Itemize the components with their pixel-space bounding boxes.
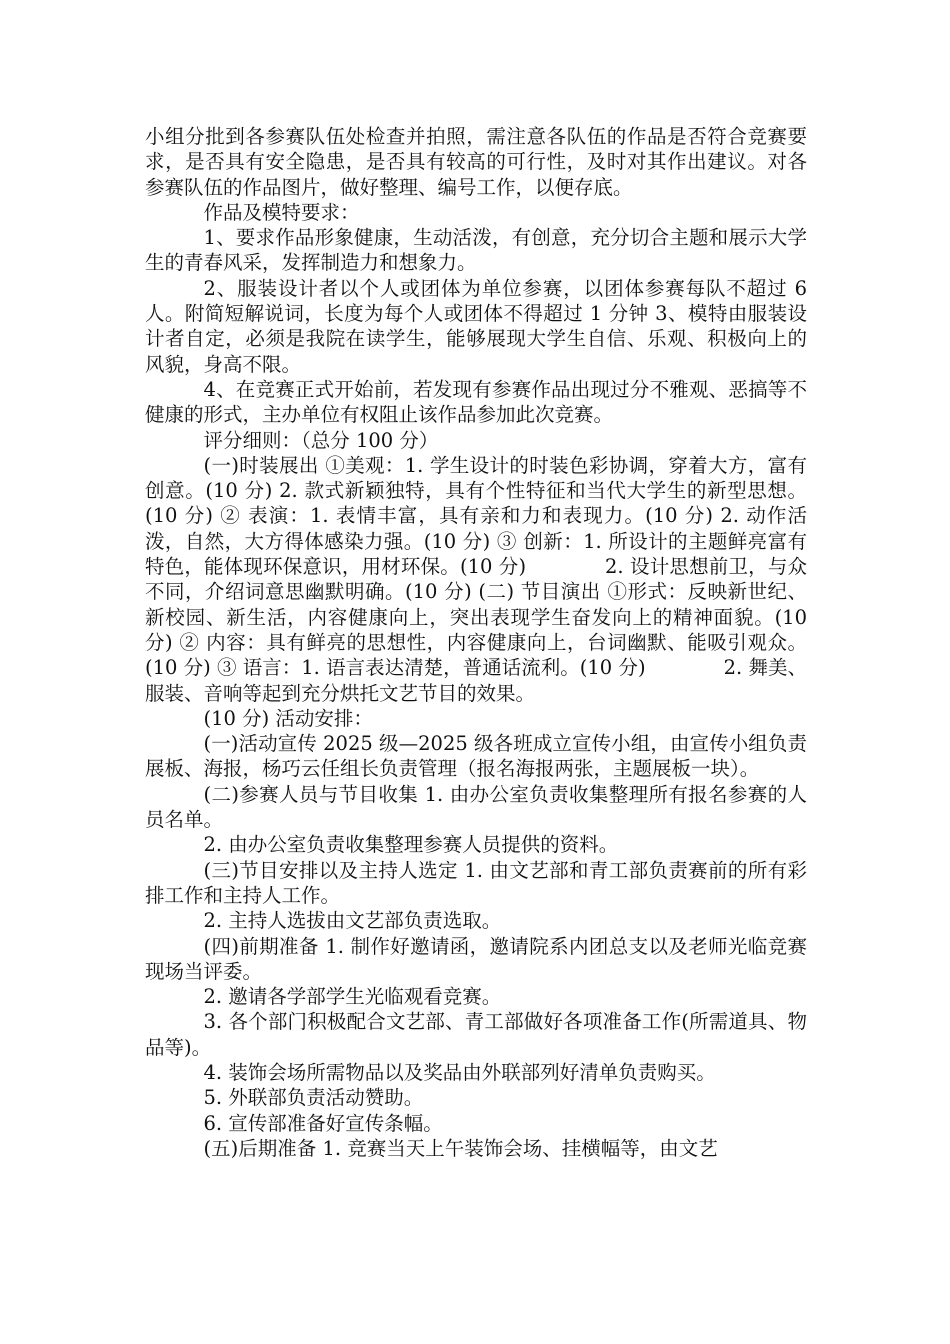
scoring-rules-body: (一)时装展出 ①美观：1. 学生设计的时装色彩协调，穿着大方，富有创意。(10 分) 2. 款式新颖独特，具有个性特征和当代大学生的新型思想。(10 分) ② 表演：1. 表情丰富，具有亲和力和表现力。(10 分) 2. 动作活泼，自然，大方得体感染力强。(10 分) ③ 创新：1. 所设计的主题鲜亮富有特色，能体现环保意识，用材环保。(10 分) 2. 设计思想前卫，与众不同，介绍词意思幽默明确。(10 分) (二) 节目演出 ①形式：反映新世纪、新校园、新生活，内容健康向上，突出表现学生奋发向上的精神面貌。(10 分) ② 内容：具有鲜亮的思想性，内容健康向上，台词幽默、能吸引观众。(10 分) ③ 语言：1. 语言表达清楚，普通话流利。(10 分) 2. 舞美、服装、音响等起到充分烘托文艺节目的效果。 [145,453,807,705]
requirement-item-1: 1、要求作品形象健康，生动活泼，有创意，充分切合主题和展示大学生的青春风采，发挥制造力和想象力。 [145,226,807,275]
schedule-preparation-item-6: 6. 宣传部准备好宣传条幅。 [203,1111,443,1135]
requirement-item-4: 4、在竞赛正式开始前，若发现有参赛作品出现过分不雅观、恶搞等不健康的形式，主办单位有权阻止该作品参加此次竞赛。 [145,377,807,427]
document-page [145,124,807,1161]
schedule-participants: (二)参赛人员与节目收集 1. 由办公室负责收集整理所有报名参赛的人员名单。 [145,782,807,832]
requirement-item-2-3: 2、服装设计者以个人或团体为单位参赛，以团体参赛每队不超过 6 人。附简短解说词，长度为每个人或团体不得超过 1 分钟 3、模特由服装设计者自定，必须是我院在读学生，能够展现大学生自信、乐观、积极向上的风貌，身高不限。 [145,276,807,376]
heading-scoring-rules: 评分细则：（总分 100 分） [203,428,439,452]
schedule-post-preparation: (五)后期准备 1. 竞赛当天上午装饰会场、挂横幅等，由文艺 [203,1136,718,1160]
heading-work-requirements: 作品及模特要求： [203,200,360,224]
schedule-participants-item-2: 2. 由办公室负责收集整理参赛人员提供的资料。 [203,833,619,857]
schedule-preparation-item-2: 2. 邀请各学部学生光临观看竞赛。 [203,985,502,1009]
schedule-preparation: (四)前期准备 1. 制作好邀请函，邀请院系内团总支以及老师光临竞赛现场当评委。 [145,934,807,983]
paragraph-inspection: 小组分批到各参赛队伍处检查并拍照，需注意各队伍的作品是否符合竞赛要求，是否具有安全隐患，是否具有较高的可行性，及时对其作出建议。对各参赛队伍的作品图片，做好整理、编号工作，以便存底。 [145,125,807,199]
schedule-publicity: (一)活动宣传 2025 级—2025 级各班成立宣传小组，由宣传小组负责展板、海报，杨巧云任组长负责管理（报名海报两张，主题展板一块）。 [145,732,807,781]
schedule-program-host: (三)节目安排以及主持人选定 1. 由文艺部和青工部负责赛前的所有彩排工作和主持人工作。 [145,858,807,907]
heading-activity-schedule: (10 分) 活动安排： [203,706,373,730]
schedule-program-host-item-2: 2. 主持人选拔由文艺部负责选取。 [203,909,502,933]
schedule-preparation-item-3: 3. 各个部门积极配合文艺部、青工部做好各项准备工作(所需道具、物品等)。 [145,1010,807,1059]
schedule-preparation-item-4: 4. 装饰会场所需物品以及奖品由外联部列好清单负责购买。 [203,1060,716,1084]
schedule-preparation-item-5: 5. 外联部负责活动赞助。 [203,1086,424,1110]
